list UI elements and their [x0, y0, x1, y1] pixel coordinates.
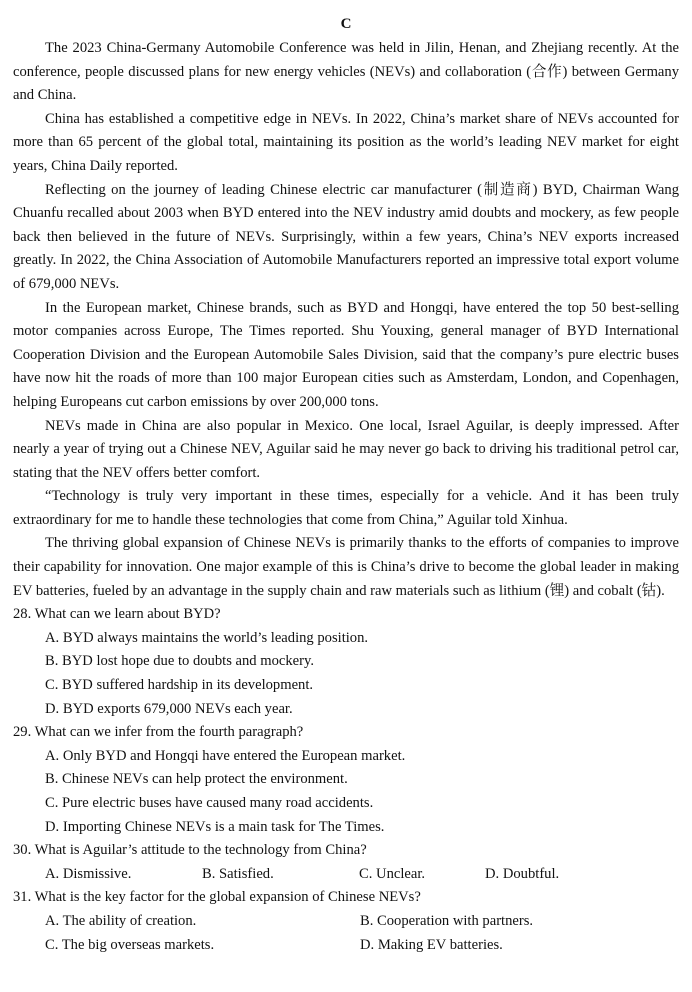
option-b: B. Satisfied. [202, 865, 274, 882]
option-d: D. BYD exports 679,000 NEVs each year. [45, 700, 293, 717]
passage-paragraph-5: NEVs made in China are also popular in Mexico. One local, Israel Aguilar, is deeply impressed. After nearly a year of trying out a Chinese NEV, Aguilar said he may never go back to driving his traditional petrol car, stating that the NEV offers better comfort. [13, 417, 679, 481]
question-stem: 30. What is Aguilar’s attitude to the technology from China? [13, 842, 367, 859]
option-c: C. Unclear. [359, 865, 426, 882]
option-b: B. BYD lost hope due to doubts and mockery. [45, 653, 315, 670]
passage-paragraph-6: “Technology is truly very important in these times, especially for a vehicle. And it has been truly extraordinary for me to handle these technologies that come from China,” Aguilar told Xinhua. [13, 488, 679, 528]
options-row [13, 934, 679, 958]
options-row [13, 863, 679, 887]
passage-paragraph-4: In the European market, Chinese brands, such as BYD and Hongqi, have entered the top 50 best-selling motor companies across Europe, The Times reported. Shu Youxing, general manager of BYD International Cooperation Division and the European Automobile Sales Division, said that the company’s pure electric buses have now hit the roads of more than 100 major European cities such as Amsterdam, London, and Copenhagen, helping Europeans cut carbon emissions by over 200,000 tons. [13, 299, 679, 410]
reading-passage [13, 37, 679, 603]
option-a: A. BYD always maintains the world’s leading position. [45, 629, 369, 646]
question-28 [13, 603, 679, 721]
question-stem: 28. What can we learn about BYD? [13, 606, 221, 623]
option-d: D. Importing Chinese NEVs is a main task for The Times. [45, 818, 385, 835]
options-row [13, 910, 679, 934]
question-stem: 31. What is the key factor for the global expansion of Chinese NEVs? [13, 889, 421, 906]
option-c: C. The big overseas markets. [45, 936, 215, 953]
option-b: B. Cooperation with partners. [360, 912, 534, 929]
question-30 [13, 839, 679, 886]
option-d: D. Doubtful. [485, 865, 560, 882]
question-stem: 29. What can we infer from the fourth paragraph? [13, 724, 304, 741]
section-title: C [340, 16, 352, 32]
option-d: D. Making EV batteries. [360, 936, 503, 953]
option-a: A. The ability of creation. [45, 912, 197, 929]
passage-paragraph-2: China has established a competitive edge in NEVs. In 2022, China’s market share of NEVs accounted for more than 65 percent of the global total, maintaining its position as the world’s leading NEV market for eight years, China Daily reported. [13, 110, 679, 174]
passage-paragraph-1: The 2023 China-Germany Automobile Conference was held in Jilin, Henan, and Zhejiang recently. At the conference, people discussed plans for new energy vehicles (NEVs) and collaboration (合作) between Germany and China. [13, 40, 679, 104]
passage-paragraph-3: Reflecting on the journey of leading Chinese electric car manufacturer (制造商) BYD, Chairman Wang Chuanfu recalled about 2003 when BYD entered into the NEV industry amid doubts and mockery, as few people back then believed in the future of NEVs. Surprisingly, within a few years, China’s NEV exports increased greatly. In 2022, the China Association of Automobile Manufacturers reported an impressive total export volume of 679,000 NEVs. [13, 181, 679, 292]
option-b: B. Chinese NEVs can help protect the environment. [45, 771, 348, 788]
question-31 [13, 886, 679, 957]
option-c: C. Pure electric buses have caused many road accidents. [45, 795, 374, 811]
option-a: A. Dismissive. [45, 865, 132, 882]
option-c: C. BYD suffered hardship in its development. [45, 677, 314, 694]
question-29 [13, 721, 679, 839]
passage-paragraph-7: The thriving global expansion of Chinese NEVs is primarily thanks to the efforts of companies to improve their capability for innovation. One major example of this is China’s drive to become the global leader in making EV batteries, fueled by an advantage in the supply chain and raw materials such as lithium (锂) and cobalt (钴). [13, 535, 679, 599]
option-a: A. Only BYD and Hongqi have entered the European market. [45, 747, 406, 764]
